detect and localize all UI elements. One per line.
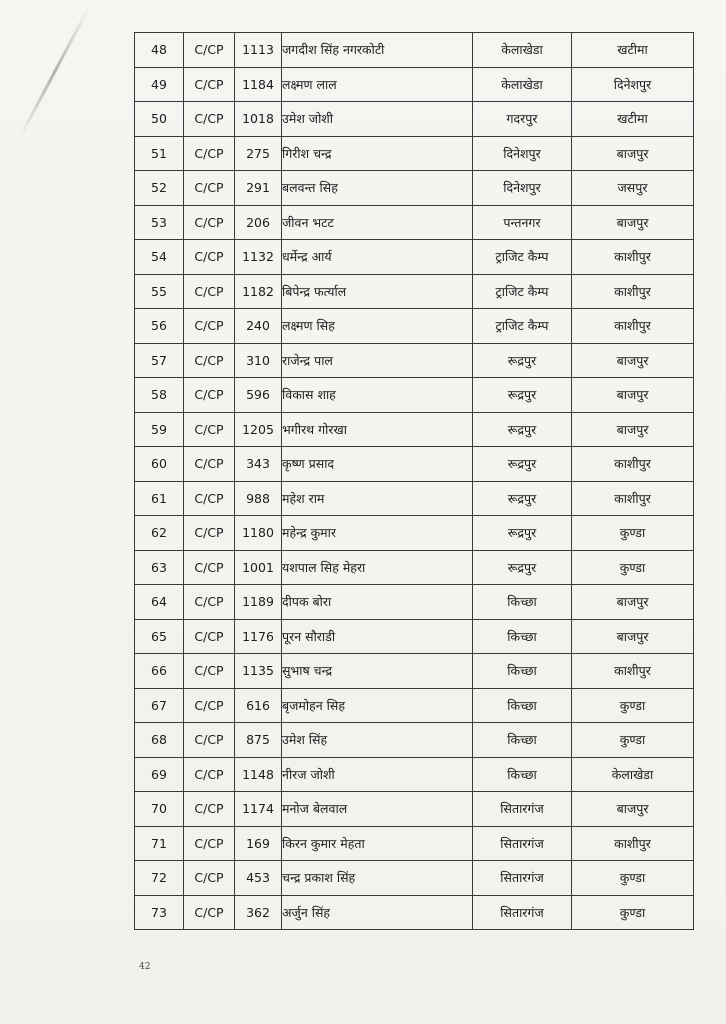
- table-row: [135, 861, 694, 896]
- cell-serial-number: 69: [135, 757, 184, 792]
- cell-name: नीरज जोशी: [282, 757, 473, 792]
- cell-current-posting: रूद्रपुर: [473, 378, 572, 413]
- table-row: [135, 688, 694, 723]
- table-row: [135, 171, 694, 206]
- cell-name: बृजमोहन सिह: [282, 688, 473, 723]
- cell-serial-number: 70: [135, 792, 184, 827]
- cell-name: लक्ष्मण सिह: [282, 309, 473, 344]
- cell-new-posting: कुण्डा: [572, 550, 694, 585]
- cell-rank: C/CP: [184, 481, 235, 516]
- cell-rank: C/CP: [184, 412, 235, 447]
- cell-name: उमेश सिंह: [282, 723, 473, 758]
- cell-rank: C/CP: [184, 654, 235, 689]
- cell-new-posting: कुण्डा: [572, 516, 694, 551]
- cell-current-posting: ट्राजिट कैम्प: [473, 309, 572, 344]
- cell-rank: C/CP: [184, 516, 235, 551]
- cell-badge-number: 453: [235, 861, 282, 896]
- cell-serial-number: 59: [135, 412, 184, 447]
- cell-new-posting: दिनेशपुर: [572, 67, 694, 102]
- cell-current-posting: रूद्रपुर: [473, 516, 572, 551]
- cell-serial-number: 63: [135, 550, 184, 585]
- cell-current-posting: किच्छा: [473, 654, 572, 689]
- cell-rank: C/CP: [184, 102, 235, 137]
- page-number: 42: [139, 962, 151, 972]
- cell-serial-number: 54: [135, 240, 184, 275]
- cell-serial-number: 68: [135, 723, 184, 758]
- cell-new-posting: कुण्डा: [572, 895, 694, 930]
- cell-rank: C/CP: [184, 136, 235, 171]
- cell-new-posting: काशीपुर: [572, 309, 694, 344]
- cell-badge-number: 362: [235, 895, 282, 930]
- cell-badge-number: 206: [235, 205, 282, 240]
- cell-badge-number: 1001: [235, 550, 282, 585]
- cell-rank: C/CP: [184, 343, 235, 378]
- table-row: [135, 516, 694, 551]
- cell-current-posting: रूद्रपुर: [473, 550, 572, 585]
- cell-badge-number: 1205: [235, 412, 282, 447]
- cell-current-posting: सितारगंज: [473, 826, 572, 861]
- cell-current-posting: रूद्रपुर: [473, 412, 572, 447]
- cell-rank: C/CP: [184, 550, 235, 585]
- table-row: [135, 136, 694, 171]
- cell-badge-number: 616: [235, 688, 282, 723]
- cell-name: धर्मेन्द्र आर्य: [282, 240, 473, 275]
- cell-current-posting: किच्छा: [473, 723, 572, 758]
- cell-name: अर्जुन सिंह: [282, 895, 473, 930]
- cell-rank: C/CP: [184, 585, 235, 620]
- cell-name: बिपेन्द्र फर्त्याल: [282, 274, 473, 309]
- cell-badge-number: 240: [235, 309, 282, 344]
- cell-current-posting: रूद्रपुर: [473, 343, 572, 378]
- cell-rank: C/CP: [184, 33, 235, 68]
- cell-rank: C/CP: [184, 67, 235, 102]
- cell-current-posting: किच्छा: [473, 585, 572, 620]
- cell-rank: C/CP: [184, 792, 235, 827]
- cell-serial-number: 72: [135, 861, 184, 896]
- cell-badge-number: 1132: [235, 240, 282, 275]
- cell-new-posting: कुण्डा: [572, 723, 694, 758]
- cell-new-posting: बाजपुर: [572, 619, 694, 654]
- cell-current-posting: किच्छा: [473, 619, 572, 654]
- cell-serial-number: 49: [135, 67, 184, 102]
- cell-current-posting: रूद्रपुर: [473, 481, 572, 516]
- paper-crease: [18, 6, 91, 140]
- cell-new-posting: काशीपुर: [572, 447, 694, 482]
- table-row: [135, 792, 694, 827]
- cell-current-posting: दिनेशपुर: [473, 136, 572, 171]
- cell-rank: C/CP: [184, 723, 235, 758]
- cell-name: सुभाष चन्द्र: [282, 654, 473, 689]
- cell-rank: C/CP: [184, 171, 235, 206]
- cell-new-posting: काशीपुर: [572, 240, 694, 275]
- cell-name: महेश राम: [282, 481, 473, 516]
- table-row: [135, 826, 694, 861]
- cell-rank: C/CP: [184, 274, 235, 309]
- cell-new-posting: बाजपुर: [572, 136, 694, 171]
- cell-rank: C/CP: [184, 205, 235, 240]
- cell-name: यशपाल सिह मेहरा: [282, 550, 473, 585]
- cell-rank: C/CP: [184, 447, 235, 482]
- cell-current-posting: सितारगंज: [473, 861, 572, 896]
- cell-current-posting: किच्छा: [473, 757, 572, 792]
- cell-rank: C/CP: [184, 757, 235, 792]
- cell-current-posting: ट्राजिट कैम्प: [473, 240, 572, 275]
- cell-new-posting: काशीपुर: [572, 274, 694, 309]
- cell-rank: C/CP: [184, 378, 235, 413]
- cell-serial-number: 55: [135, 274, 184, 309]
- cell-badge-number: 1184: [235, 67, 282, 102]
- cell-current-posting: पन्तनगर: [473, 205, 572, 240]
- cell-badge-number: 169: [235, 826, 282, 861]
- cell-name: किरन कुमार मेहता: [282, 826, 473, 861]
- cell-name: चन्द्र प्रकाश सिंह: [282, 861, 473, 896]
- cell-new-posting: बाजपुर: [572, 205, 694, 240]
- cell-badge-number: 596: [235, 378, 282, 413]
- cell-badge-number: 988: [235, 481, 282, 516]
- cell-name: लक्ष्मण लाल: [282, 67, 473, 102]
- cell-badge-number: 291: [235, 171, 282, 206]
- cell-new-posting: काशीपुर: [572, 654, 694, 689]
- table-body: [135, 33, 694, 930]
- table-row: [135, 550, 694, 585]
- cell-serial-number: 48: [135, 33, 184, 68]
- cell-badge-number: 310: [235, 343, 282, 378]
- cell-new-posting: खटीमा: [572, 33, 694, 68]
- table-row: [135, 205, 694, 240]
- table-row: [135, 378, 694, 413]
- cell-serial-number: 58: [135, 378, 184, 413]
- cell-name: पूरन सौराडी: [282, 619, 473, 654]
- cell-serial-number: 51: [135, 136, 184, 171]
- cell-name: विकास शाह: [282, 378, 473, 413]
- cell-current-posting: सितारगंज: [473, 895, 572, 930]
- table-row: [135, 343, 694, 378]
- cell-new-posting: बाजपुर: [572, 378, 694, 413]
- cell-rank: C/CP: [184, 309, 235, 344]
- cell-badge-number: 1189: [235, 585, 282, 620]
- table-row: [135, 240, 694, 275]
- table-row: [135, 723, 694, 758]
- cell-name: जीवन भटट: [282, 205, 473, 240]
- cell-serial-number: 64: [135, 585, 184, 620]
- cell-serial-number: 53: [135, 205, 184, 240]
- cell-current-posting: किच्छा: [473, 688, 572, 723]
- cell-badge-number: 1180: [235, 516, 282, 551]
- cell-new-posting: बाजपुर: [572, 343, 694, 378]
- cell-current-posting: केलाखेडा: [473, 67, 572, 102]
- cell-serial-number: 52: [135, 171, 184, 206]
- cell-name: भगीरथ गोरखा: [282, 412, 473, 447]
- table-row: [135, 895, 694, 930]
- cell-serial-number: 67: [135, 688, 184, 723]
- cell-new-posting: काशीपुर: [572, 481, 694, 516]
- table-row: [135, 481, 694, 516]
- table-row: [135, 274, 694, 309]
- table-row: [135, 67, 694, 102]
- cell-current-posting: सितारगंज: [473, 792, 572, 827]
- table-row: [135, 585, 694, 620]
- cell-badge-number: 1182: [235, 274, 282, 309]
- cell-serial-number: 61: [135, 481, 184, 516]
- cell-serial-number: 65: [135, 619, 184, 654]
- cell-current-posting: केलाखेडा: [473, 33, 572, 68]
- cell-badge-number: 275: [235, 136, 282, 171]
- cell-serial-number: 62: [135, 516, 184, 551]
- table-row: [135, 102, 694, 137]
- transfer-table: [134, 32, 694, 930]
- cell-serial-number: 66: [135, 654, 184, 689]
- cell-badge-number: 1148: [235, 757, 282, 792]
- cell-name: गिरीश चन्द्र: [282, 136, 473, 171]
- cell-badge-number: 343: [235, 447, 282, 482]
- table-row: [135, 33, 694, 68]
- table-row: [135, 757, 694, 792]
- cell-badge-number: 1174: [235, 792, 282, 827]
- cell-badge-number: 1135: [235, 654, 282, 689]
- table-row: [135, 619, 694, 654]
- cell-new-posting: काशीपुर: [572, 826, 694, 861]
- table-row: [135, 309, 694, 344]
- cell-serial-number: 57: [135, 343, 184, 378]
- cell-current-posting: गदरपुर: [473, 102, 572, 137]
- cell-name: कृष्ण प्रसाद: [282, 447, 473, 482]
- cell-name: मनोज बेलवाल: [282, 792, 473, 827]
- cell-current-posting: दिनेशपुर: [473, 171, 572, 206]
- cell-name: राजेन्द्र पाल: [282, 343, 473, 378]
- cell-name: महेन्द्र कुमार: [282, 516, 473, 551]
- cell-rank: C/CP: [184, 240, 235, 275]
- cell-badge-number: 1018: [235, 102, 282, 137]
- cell-current-posting: रूद्रपुर: [473, 447, 572, 482]
- cell-new-posting: बाजपुर: [572, 585, 694, 620]
- cell-badge-number: 1176: [235, 619, 282, 654]
- table-row: [135, 412, 694, 447]
- cell-name: बलवन्त सिह: [282, 171, 473, 206]
- cell-new-posting: केलाखेडा: [572, 757, 694, 792]
- cell-new-posting: कुण्डा: [572, 688, 694, 723]
- cell-badge-number: 1113: [235, 33, 282, 68]
- cell-serial-number: 56: [135, 309, 184, 344]
- cell-rank: C/CP: [184, 688, 235, 723]
- cell-serial-number: 50: [135, 102, 184, 137]
- cell-new-posting: खटीमा: [572, 102, 694, 137]
- cell-current-posting: ट्राजिट कैम्प: [473, 274, 572, 309]
- cell-new-posting: बाजपुर: [572, 412, 694, 447]
- cell-serial-number: 60: [135, 447, 184, 482]
- cell-name: जगदीश सिंह नगरकोटी: [282, 33, 473, 68]
- cell-badge-number: 875: [235, 723, 282, 758]
- cell-new-posting: जसपुर: [572, 171, 694, 206]
- cell-rank: C/CP: [184, 895, 235, 930]
- cell-rank: C/CP: [184, 861, 235, 896]
- cell-serial-number: 73: [135, 895, 184, 930]
- cell-serial-number: 71: [135, 826, 184, 861]
- cell-new-posting: बाजपुर: [572, 792, 694, 827]
- cell-rank: C/CP: [184, 619, 235, 654]
- cell-name: उमेश जोशी: [282, 102, 473, 137]
- table-row: [135, 447, 694, 482]
- table-row: [135, 654, 694, 689]
- cell-name: दीपक बोरा: [282, 585, 473, 620]
- cell-new-posting: कुण्डा: [572, 861, 694, 896]
- cell-rank: C/CP: [184, 826, 235, 861]
